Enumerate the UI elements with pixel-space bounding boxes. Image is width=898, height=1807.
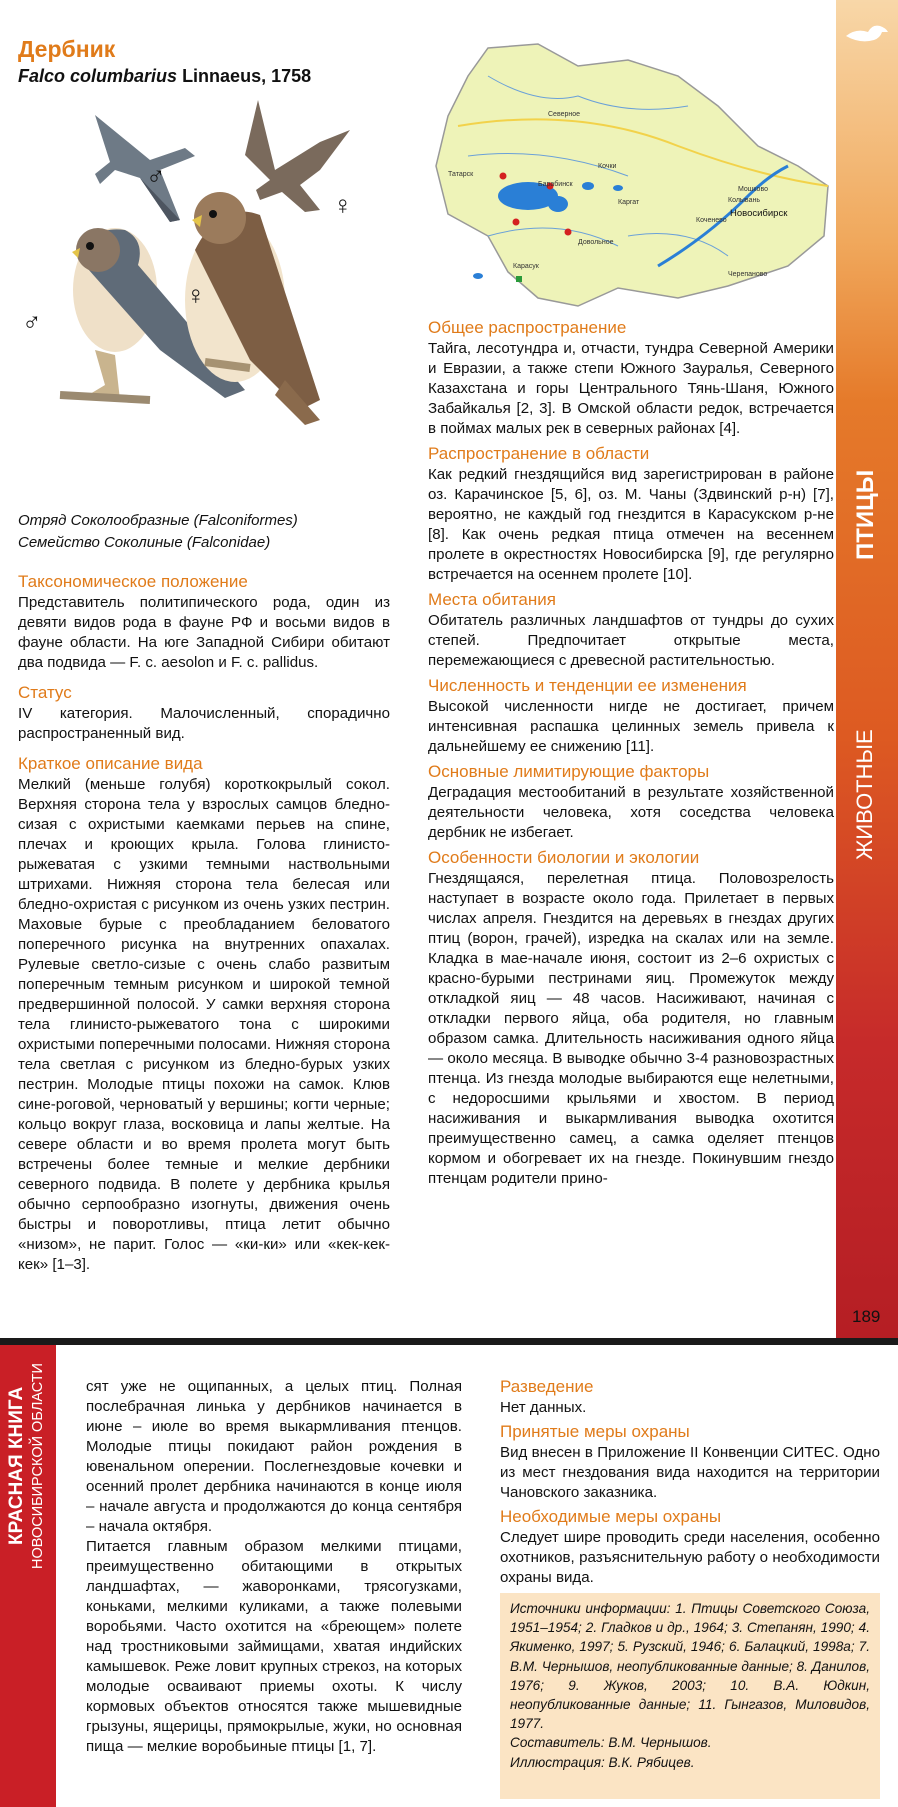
section-text: Высокой численности нигде не достигает, причем интенсивная распашка целинных земель привела к дальнейшему ее снижению [11].: [428, 698, 834, 755]
section-text: Как редкий гнездящийся вид зарегистрирован в районе оз. Карачинское [5, 6], оз. М. Чаны (Здвинский р-н) [7], вероятно, не каждый год гнездится в Карасукском р-не [8]. Как очень редкая птица отмечен на весеннем пролете в окрестностях Новосибирска [9], где регулярно встречается на осеннем пролете [10].: [428, 466, 834, 583]
sources-box: [500, 1593, 880, 1799]
record-point: [500, 173, 507, 180]
map-label: Северное: [548, 111, 581, 118]
continuation-paragraph: сят уже не ощипанных, а целых птиц. Полная послебрачная линька у дербников начинается в июне – июле во время выкармливания птенцов. Молодые птицы покидают район рождения в ювенальном оперении. Послегнездовые кочевки и осенний пролет дербника начинаются в конце июля – начале августа и продолжаются до конца сентября – начала октября.: [86, 1378, 462, 1535]
section-heading: Принятые меры охраны: [500, 1422, 690, 1441]
page2-right-column: [500, 1377, 880, 1588]
distribution-map: [428, 36, 834, 310]
section-heading: Распространение в области: [428, 444, 650, 463]
map-label: Довольное: [578, 239, 614, 246]
female-symbol-perched: ♀: [186, 280, 206, 310]
page-divider: [0, 1338, 898, 1345]
section-text: Деградация местообитаний в результате хозяйственной деятельности человека, хотя соседства человека дербник не избегает.: [428, 784, 834, 841]
compiler-line: Составитель: В.М. Чернышов.: [510, 1735, 712, 1751]
family-line: Семейство Соколиные (Falconidae): [18, 534, 271, 551]
section-description: [18, 754, 390, 1275]
section-text: IV категория. Малочисленный, спорадично распространенный вид.: [18, 705, 390, 742]
section-heading: Общее распространение: [428, 318, 627, 337]
section-text: Вид внесен в Приложение II Конвенции СИТЕС. Одно из мест гнездования вида находится на территории Чановского заказника.: [500, 1444, 880, 1501]
book-title: КРАСНАЯ КНИГА: [6, 1386, 27, 1545]
map-label: Черепаново: [728, 271, 768, 278]
page2-left-column: [86, 1377, 462, 1757]
section-limiting-factors: [428, 762, 834, 843]
reserve-marker: [516, 276, 522, 282]
section-heading: Основные лимитирующие факторы: [428, 762, 710, 781]
diet-paragraph: Питается главным образом мелкими птицами, преимущественно обитающими в открытых ландшафтах, — жаворонками, трясогузками, коньками, мелкими куликами, а также полевыми воробьями. Часто охотится на «бреющем» полете над тростниковыми займищами, хватая индийских камышевок. Реже ловит крупных стрекоз, на которых молодые осваивают приемы охоты. К числу кормовых объектов относятся также мышевидные грызуны, ящерицы, прямокрылые, жуки, но основная пища — мелкие воробьиные птицы [1, 7].: [86, 1538, 462, 1755]
book-subtitle: НОВОСИБИРСКОЙ ОБЛАСТИ: [30, 1363, 46, 1569]
duck-icon: [842, 18, 892, 48]
latin-binomial: Falco columbarius: [18, 66, 178, 86]
section-heading: Статус: [18, 683, 72, 702]
sidebar-birds-label: ПТИЦЫ: [852, 469, 879, 560]
map-label: Колывань: [728, 197, 760, 204]
species-header: [18, 36, 311, 87]
section-text: Тайга, лесотундра и, отчасти, тундра Северной Америки и Евразии, а также степи Южного Зауралья, Северного Казахстана и горы Центрального Тянь-Шаня, Южного Забайкалья [2, 3]. В Омской области редок, встречается в поймах малых рек в северных районах [4].: [428, 340, 834, 437]
category-sidebar: [836, 0, 898, 1340]
section-text: Следует шире проводить среди населения, особенно охотников, разъяснительную работу о необходимости охраны вида.: [500, 1529, 880, 1586]
section-heading: Разведение: [500, 1377, 594, 1396]
section-population: [428, 676, 834, 757]
male-symbol-flying: ♂: [146, 160, 166, 190]
flying-male-bird: [95, 115, 195, 222]
page-190: [0, 1345, 898, 1807]
red-book-band: [0, 1345, 56, 1807]
latin-author: Linnaeus, 1758: [182, 66, 312, 86]
taxonomy-lines: [18, 510, 390, 554]
section-breeding: [500, 1377, 880, 1418]
map-label: Мошково: [738, 186, 768, 193]
right-column: [428, 318, 834, 1189]
section-heading: Таксономическое положение: [18, 572, 248, 591]
section-heading: Численность и тенденции ее изменения: [428, 676, 747, 695]
species-latin-name: [18, 66, 311, 87]
species-title: Дербник: [18, 36, 116, 62]
map-label: Кочки: [598, 163, 617, 170]
page-number: 189: [852, 1307, 881, 1326]
record-point: [565, 229, 572, 236]
section-text: Нет данных.: [500, 1399, 587, 1416]
sidebar-animals-label: ЖИВОТНЫЕ: [852, 729, 877, 860]
section-heading: Краткое описание вида: [18, 754, 203, 773]
section-general-range: [428, 318, 834, 439]
map-label: Новосибирск: [730, 208, 788, 219]
section-status: [18, 683, 390, 744]
map-label: Каргат: [618, 199, 640, 206]
section-habitat: [428, 590, 834, 671]
order-line: Отряд Соколообразные (Falconiformes): [18, 512, 298, 529]
section-text: Обитатель различных ландшафтов от тундры до сухих степей. Предпочитает открытые места, перемежающиеся с древесной растительностью.: [428, 612, 834, 669]
map-label: Барабинск: [538, 181, 573, 188]
male-symbol-perched: ♂: [22, 306, 42, 336]
left-column: [18, 572, 390, 1275]
section-heading: Места обитания: [428, 590, 556, 609]
map-label: Татарск: [448, 171, 474, 178]
section-text: Представитель политипического рода, один из девяти видов рода в фауне РФ и восьми видов в фауне области. На юге Западной Сибири обитают два подвида — F. c. aesolon и F. c. pallidus.: [18, 594, 390, 671]
section-measures-needed: [500, 1507, 880, 1588]
section-measures-taken: [500, 1422, 880, 1503]
record-point: [513, 219, 520, 226]
section-heading: Особенности биологии и экологии: [428, 848, 700, 867]
section-text: Гнездящаяся, перелетная птица. Половозрелость наступает в возрасте около года. Прилетает в первых числах апреля. Гнездится на деревьях в гнездах других птиц (ворон, грачей), изредка на скалах или на земле. Кладка в мае-начале июня, состоит из 2–6 охристых с красно-бурыми пестринами яиц. Промежуток между откладкой яиц — 48 часов. Насиживают, начиная с откладки первого яйца, оба родителя, но главным образом самка. Длительность насиживания одного яйца — около месяца. В выводке обычно 3-4 разновозрастных птенца. Из гнезда молодые выбираются еще нелетными, с недоросшими крыльями и хвостом. В период насиживания и выкармливания выводка охотится преимущественно самец, а самка оделяет птенцов кормом и обогревает их на гнезде. Покинувшим гнездо птенцам родители прино-: [428, 870, 834, 1187]
female-symbol-flying: ♀: [333, 190, 353, 220]
section-text: Мелкий (меньше голубя) короткокрылый сокол. Верхняя сторона тела у взрослых самцов бледно-сизая с охристыми каемками перьев на спине, плечах и кроющих крыла. Голова глинисто-рыжеватая с узкими темными наствольными штрихами. Нижняя сторона тела белесая или бледно-охристая с рисунком из очень узких пестрин. Маховые бурые с преобладанием беловатого поперечного рисунка на внутренних опахалах. Рулевые светло-сизые с очень слабо развитым поперечным темным рисунком и широкой темной предвершинной полосой. У самки верхняя сторона тела глинисто-рыжеватого тона с широкими охристыми поперечными полосами. Нижняя сторона тела светлая с рисунком из бледно-бурых узких пестрин. Молодые птицы похожи на самок. Клюв сине-роговой, черноватый у вершины; когти черные; кольцо вокруг глаза, восковица и лапы желтые. На севере области и во время пролета могут быть встречены более темные и мелкие дербники северного подвида. В полете у дербника крылья обычно серпообразно изогнуты, движения очень быстры и поворотливы, птица летит обычно «низом», не парит. Голос — «ки-ки» или «кек-кек-кек» [1–3].: [18, 776, 390, 1273]
illustrator-line: Иллюстрация: В.К. Рябицев.: [510, 1754, 695, 1770]
sources-text: Источники информации: 1. Птицы Советского Союза, 1951–1954; 2. Гладков и др., 1964; 3. Степанян, 1990; 4. Якименко, 1997; 5. Рузский, 1946; 6. Балацкий, 1998а; 7. В.М. Чернышов, неопубликованные данные; 8. Данилов, 1976; 9. Жуков, 2003; 10. В.А. Юдкин, неопубликованные данные; 11. Гынгазов, Миловидов, 1977.: [510, 1601, 870, 1732]
map-label: Карасук: [513, 263, 539, 270]
section-heading: Необходимые меры охраны: [500, 1507, 722, 1526]
section-taxonomy: [18, 572, 390, 673]
section-regional-range: [428, 444, 834, 585]
section-biology: [428, 848, 834, 1189]
map-label: Коченево: [696, 217, 727, 224]
